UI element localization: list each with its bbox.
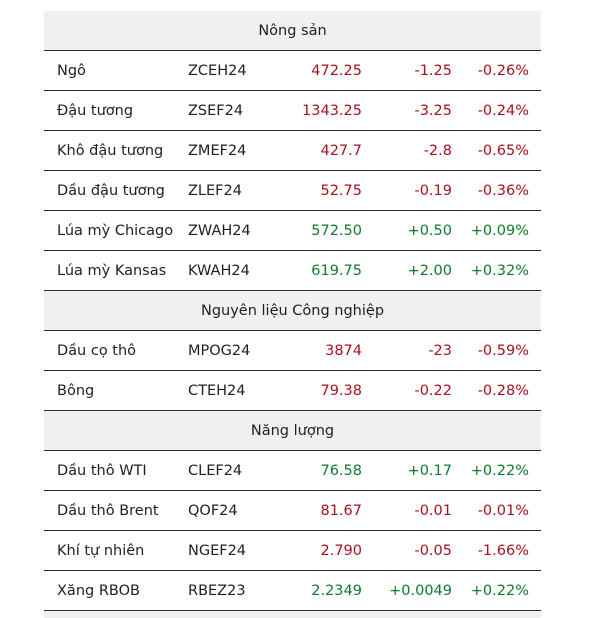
- contract-code: RBEZ23: [185, 571, 282, 611]
- commodity-name[interactable]: Dầu thô WTI: [44, 451, 185, 491]
- contract-code: NGEF24: [185, 531, 282, 571]
- contract-code: ZMEF24: [185, 131, 282, 171]
- contract-code: CLEF24: [185, 451, 282, 491]
- percent-change: +0.09%: [452, 211, 541, 251]
- category-header-row: [44, 11, 541, 51]
- contract-code: QOF24: [185, 491, 282, 531]
- category-header-row: [44, 411, 541, 451]
- commodity-price-table: [44, 11, 541, 611]
- category-title: Nguyên liệu Công nghiệp: [44, 291, 541, 331]
- price-change: -2.8: [362, 131, 452, 171]
- last-price: 472.25: [282, 51, 362, 91]
- contract-code: ZLEF24: [185, 171, 282, 211]
- category-title: Năng lượng: [44, 411, 541, 451]
- last-price: 427.7: [282, 131, 362, 171]
- category-title: Nông sản: [44, 11, 541, 51]
- percent-change: +0.32%: [452, 251, 541, 291]
- percent-change: -0.01%: [452, 491, 541, 531]
- commodity-name[interactable]: Khí tự nhiên: [44, 531, 185, 571]
- commodity-name[interactable]: Lúa mỳ Chicago: [44, 211, 185, 251]
- commodity-row[interactable]: [44, 571, 541, 611]
- price-change: -23: [362, 331, 452, 371]
- last-price: 619.75: [282, 251, 362, 291]
- commodity-row[interactable]: [44, 491, 541, 531]
- commodity-table-container: [44, 11, 541, 611]
- next-section-header: [44, 611, 541, 618]
- price-change: +0.0049: [362, 571, 452, 611]
- contract-code: MPOG24: [185, 331, 282, 371]
- commodity-name[interactable]: Lúa mỳ Kansas: [44, 251, 185, 291]
- contract-code: ZSEF24: [185, 91, 282, 131]
- commodity-row[interactable]: [44, 451, 541, 491]
- commodity-name[interactable]: Bông: [44, 371, 185, 411]
- last-price: 2.2349: [282, 571, 362, 611]
- price-change: +2.00: [362, 251, 452, 291]
- last-price: 79.38: [282, 371, 362, 411]
- commodity-row[interactable]: [44, 251, 541, 291]
- contract-code: ZWAH24: [185, 211, 282, 251]
- percent-change: -0.65%: [452, 131, 541, 171]
- commodity-row[interactable]: [44, 371, 541, 411]
- commodity-name[interactable]: Xăng RBOB: [44, 571, 185, 611]
- price-change: -0.01: [362, 491, 452, 531]
- last-price: 3874: [282, 331, 362, 371]
- price-change: -3.25: [362, 91, 452, 131]
- commodity-row[interactable]: [44, 531, 541, 571]
- last-price: 572.50: [282, 211, 362, 251]
- commodity-row[interactable]: [44, 171, 541, 211]
- commodity-name[interactable]: Dầu cọ thô: [44, 331, 185, 371]
- percent-change: +0.22%: [452, 451, 541, 491]
- price-change: -1.25: [362, 51, 452, 91]
- commodity-name[interactable]: Đậu tương: [44, 91, 185, 131]
- commodity-table-body: [44, 11, 541, 611]
- percent-change: -0.26%: [452, 51, 541, 91]
- percent-change: -0.36%: [452, 171, 541, 211]
- last-price: 1343.25: [282, 91, 362, 131]
- contract-code: KWAH24: [185, 251, 282, 291]
- commodity-row[interactable]: [44, 211, 541, 251]
- price-change: -0.05: [362, 531, 452, 571]
- percent-change: +0.22%: [452, 571, 541, 611]
- percent-change: -0.24%: [452, 91, 541, 131]
- last-price: 76.58: [282, 451, 362, 491]
- category-header-row: [44, 291, 541, 331]
- commodity-name[interactable]: Khô đậu tương: [44, 131, 185, 171]
- price-change: +0.17: [362, 451, 452, 491]
- percent-change: -0.59%: [452, 331, 541, 371]
- price-change: -0.19: [362, 171, 452, 211]
- price-change: -0.22: [362, 371, 452, 411]
- commodity-row[interactable]: [44, 131, 541, 171]
- commodity-name[interactable]: Ngô: [44, 51, 185, 91]
- last-price: 52.75: [282, 171, 362, 211]
- percent-change: -0.28%: [452, 371, 541, 411]
- last-price: 2.790: [282, 531, 362, 571]
- percent-change: -1.66%: [452, 531, 541, 571]
- last-price: 81.67: [282, 491, 362, 531]
- commodity-row[interactable]: [44, 331, 541, 371]
- commodity-name[interactable]: Dầu đậu tương: [44, 171, 185, 211]
- price-change: +0.50: [362, 211, 452, 251]
- commodity-name[interactable]: Dầu thô Brent: [44, 491, 185, 531]
- contract-code: ZCEH24: [185, 51, 282, 91]
- commodity-row[interactable]: [44, 51, 541, 91]
- commodity-row[interactable]: [44, 91, 541, 131]
- contract-code: CTEH24: [185, 371, 282, 411]
